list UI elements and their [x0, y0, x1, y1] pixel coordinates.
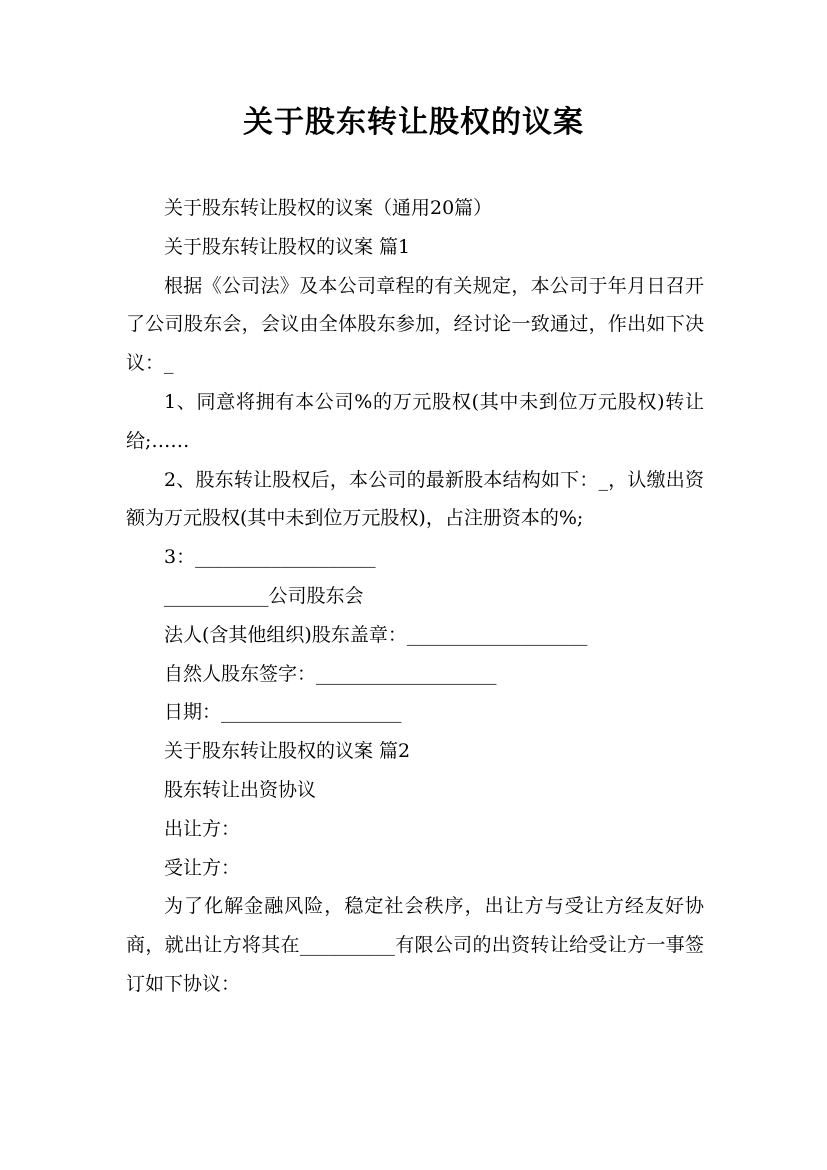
section-heading-1: 关于股东转让股权的议案 篇1 [164, 235, 411, 258]
document-body [126, 189, 704, 1004]
shareholders-meeting-line: ___________公司股东会 [164, 584, 364, 607]
subtitle-line: 关于股东转让股权的议案（通用20篇） [164, 197, 493, 219]
paragraph-item-2: 2、股东转让股权后，本公司的最新股本结构如下：_，认缴出资额为万元股权(其中未到位万元股权)，占注册资本的%; [126, 468, 704, 530]
corporate-seal-line: 法人(含其他组织)股东盖章：___________________ [164, 623, 588, 646]
document-title: 关于股东转让股权的议案 [243, 105, 584, 140]
agreement-preamble: 为了化解金融风险，稳定社会秩序，出让方与受让方经友好协商，就出让方将其在__________有限公司的出资转让给受让方一事签订如下协议： [126, 895, 704, 995]
section-heading-2: 关于股东转让股权的议案 篇2 [164, 740, 411, 763]
transferor-line: 出让方： [164, 817, 241, 840]
date-line: 日期：___________________ [164, 701, 402, 724]
transferee-line: 受让方： [164, 856, 241, 879]
agreement-title: 股东转让出资协议 [164, 778, 317, 801]
paragraph-item-3: 3：___________________ [164, 546, 376, 569]
paragraph-item-1: 1、同意将拥有本公司%的万元股权(其中未到位万元股权)转让给;…… [126, 390, 704, 452]
paragraph-resolution-intro: 根据《公司法》及本公司章程的有关规定，本公司于年月日召开了公司股东会，会议由全体股东参加，经讨论一致通过，作出如下决议：_ [126, 274, 704, 375]
personal-signature-line: 自然人股东签字：___________________ [164, 662, 497, 685]
